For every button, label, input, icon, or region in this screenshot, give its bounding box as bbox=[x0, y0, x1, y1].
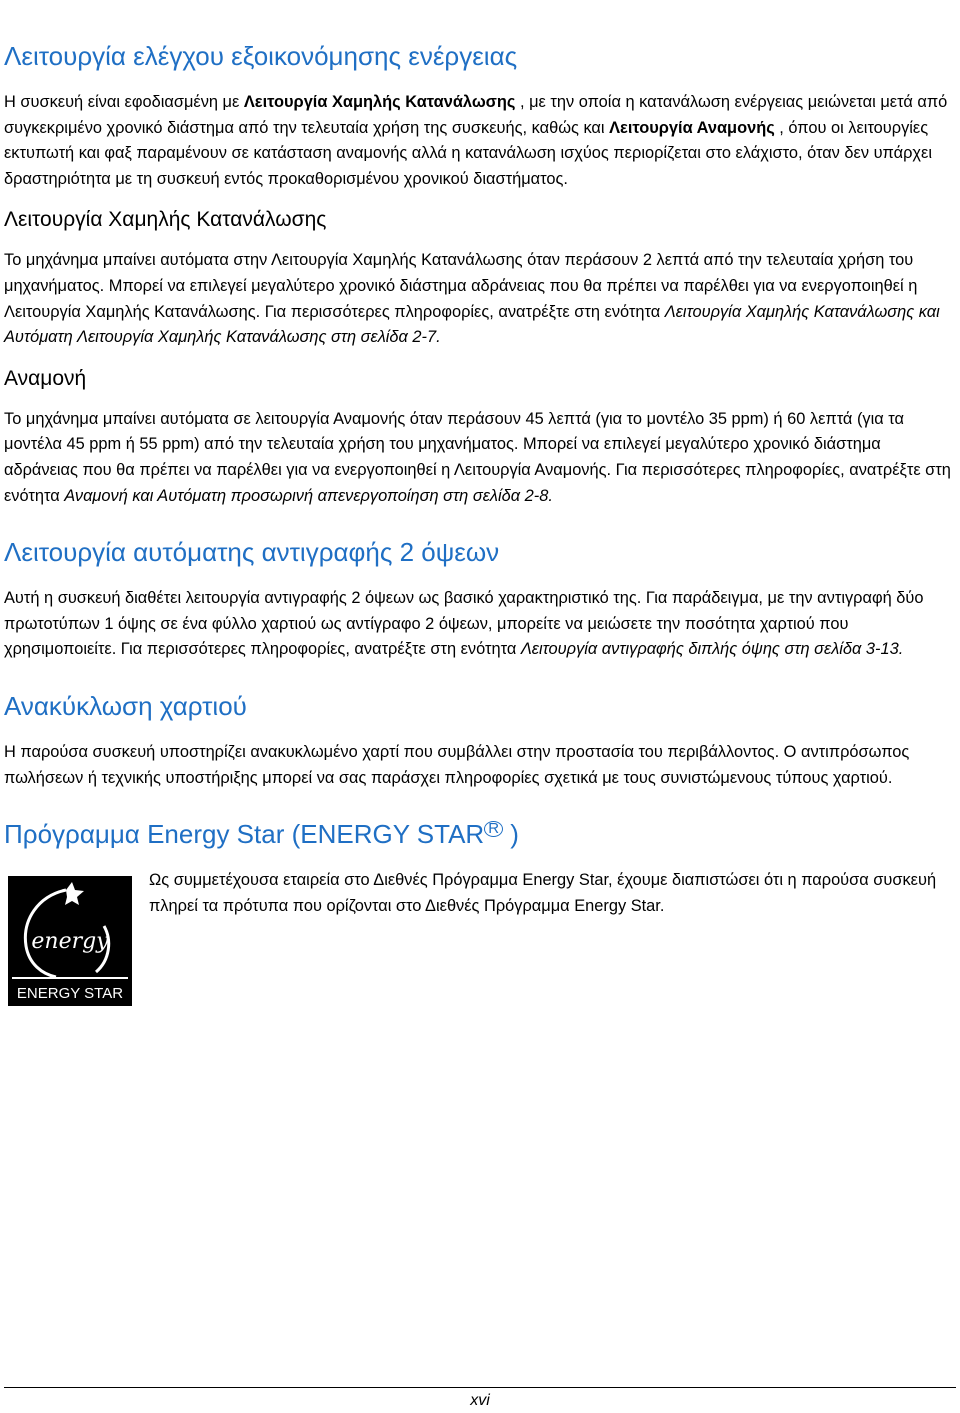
cross-reference-duplex: Λειτουργία αντιγραφής διπλής όψης στη σελίδα 3-13. bbox=[520, 640, 904, 659]
section-title-duplex: Λειτουργία αυτόματης αντιγραφής 2 όψεων bbox=[4, 537, 500, 568]
paragraph-standby bbox=[4, 407, 956, 509]
bold-term-sleep: Λειτουργία Αναμονής bbox=[609, 118, 775, 137]
footer-divider bbox=[4, 1387, 956, 1388]
energy-star-logo bbox=[8, 876, 132, 1006]
page-number: xvi bbox=[470, 1392, 490, 1409]
paragraph-energy-intro bbox=[4, 90, 956, 192]
paragraph-paper-recycling: Η παρούσα συσκευή υποστηρίζει ανακυκλωμένο χαρτί που συμβάλλει στην προστασία του περιβάλλοντος. Ο αντιπρόσωπος πωλήσεων ή τεχνικής υποστήριξης μπορεί να σας παράσχει πληροφορίες σχετικά με τους συνιστώμενους τύπους χαρτιού. bbox=[4, 742, 910, 787]
cross-reference-low-power: Λειτουργία Χαμηλής Κατανάλωσης και Αυτόματη Λειτουργία Χαμηλής Κατανάλωσης στη σελίδα 2-7. bbox=[4, 302, 940, 347]
energy-star-logo-graphic bbox=[8, 876, 132, 1006]
section-title-energy-saving: Λειτουργία ελέγχου εξοικονόμησης ενέργειας bbox=[4, 41, 518, 71]
text: , όπου οι λειτουργίες εκτυπωτή και φαξ παραμένουν σε κατάσταση αναμονής αλλά η κατανάλωση ισχύος περιορίζεται στο ελάχιστο, όταν δεν υπάρχει δραστηριότητα με τη συσκευή εντός προκαθορισμένου χρονικού διαστήματος. bbox=[4, 118, 932, 188]
text: Η συσκευή είναι εφοδιασμένη με bbox=[4, 93, 244, 111]
section-title-paper-recycling: Ανακύκλωση χαρτιού bbox=[4, 690, 247, 721]
subsection-title-standby: Αναμονή bbox=[4, 366, 87, 390]
subsection-title-low-power: Λειτουργία Χαμηλής Κατανάλωσης bbox=[4, 208, 327, 232]
logo-script-text: energy bbox=[31, 929, 109, 955]
text: , με την οποία η κατανάλωση ενέργειας μειώνεται μετά από συγκεκριμένο χρονικό διάστημα από την τελευταία χρήση της συσκευής, καθώς και bbox=[4, 93, 948, 137]
paragraph-duplex bbox=[4, 586, 956, 663]
text: Το μηχάνημα μπαίνει αυτόματα στην Λειτουργία Χαμηλής Κατανάλωσης όταν περάσουν 2 λεπτά από την τελευταία χρήση του μηχανήματος. Μπορεί να επιλεγεί μεγαλύτερο χρονικό διάστημα αδράνειας που θα πρέπει να παρέλθει για να ενεργοποιηθεί η Λειτουργία Χαμηλής Κατανάλωσης. Για περισσότερες πληροφορίες, ανατρέξτε στη ενότητα bbox=[4, 251, 918, 321]
page-content bbox=[4, 40, 956, 1008]
section-title-energy-star bbox=[4, 818, 956, 850]
paragraph-low-power bbox=[4, 248, 956, 350]
cross-reference-standby: Αναμονή και Αυτόματη προσωρινή απενεργοποίηση στη σελίδα 2-8. bbox=[64, 486, 553, 505]
bold-term-low-power: Λειτουργία Χαμηλής Κατανάλωσης bbox=[243, 93, 516, 111]
logo-label-text: ENERGY STAR bbox=[16, 985, 124, 1003]
title-text-end: ) bbox=[503, 819, 519, 850]
registered-mark: R bbox=[484, 821, 503, 837]
energy-star-block bbox=[4, 868, 956, 1008]
title-text: Πρόγραμμα Energy Star (ENERGY STAR bbox=[4, 819, 485, 850]
paragraph-energy-star: Ως συμμετέχουσα εταιρεία στο Διεθνές Πρόγραμμα Energy Star, έχουμε διαπιστώσει ότι η παρούσα συσκευή πληρεί τα πρότυπα που ορίζονται στο Διεθνές Πρόγραμμα Energy Star. bbox=[149, 871, 937, 915]
text: Το μηχάνημα μπαίνει αυτόματα σε λειτουργία Αναμονής όταν περάσουν 45 λεπτά (για το μοντέλο 35 ppm) ή 60 λεπτά (για τα μοντέλα 45 ppm ή 55 ppm) από την τελευταία χρήση του μηχανήματος. Μπορεί να επιλεγεί μεγαλύτερο χρονικό διάστημα αδράνειας που θα πρέπει να παρέλθει για να ενεργοποιηθεί η Λειτουργία Αναμονής. Για περισσότερες πληροφορίες, ανατρέξτε στη ενότητα bbox=[4, 409, 951, 505]
text: Αυτή η συσκευή διαθέτει λειτουργία αντιγραφής 2 όψεων ως βασικό χαρακτηριστικό της. Για παράδειγμα, με την αντιγραφή δύο πρωτοτύπων 1 όψης σε ένα φύλλο χαρτιού ως αντίγραφο 2 όψεων, μπορείτε να μειώσετε την ποσότητα χαρτιού που χρησιμοποιείτε. Για περισσότερες πληροφορίες, ανατρέξτε στη ενότητα bbox=[4, 589, 924, 659]
